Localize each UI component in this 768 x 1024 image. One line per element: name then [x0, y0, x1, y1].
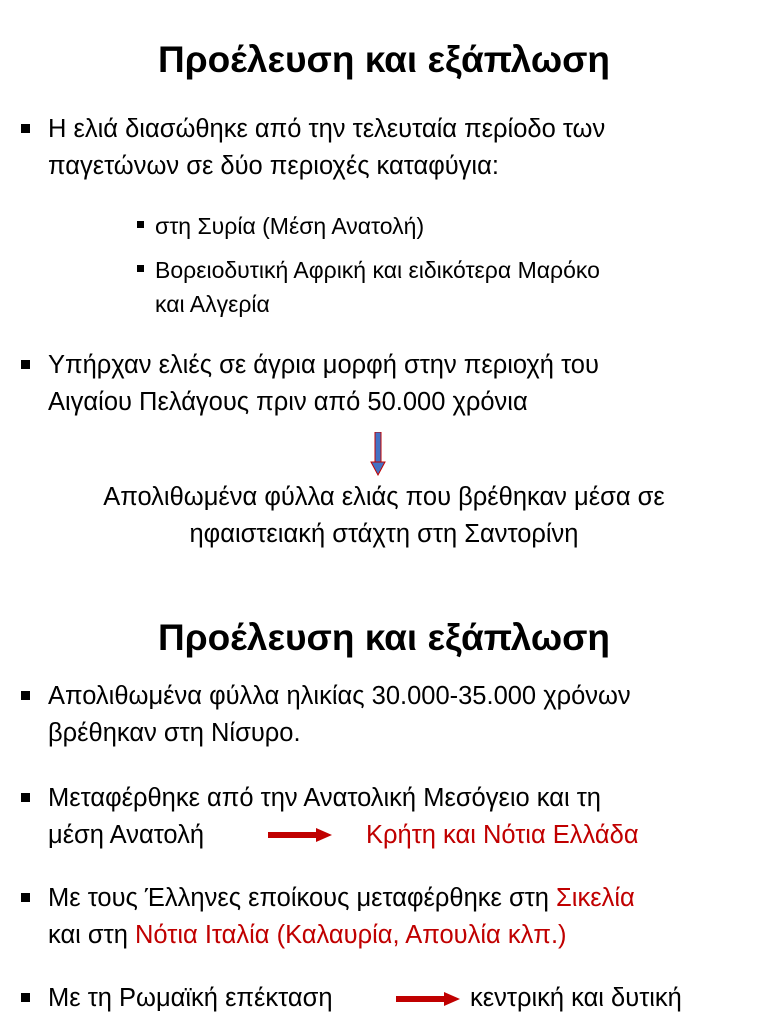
bullet-line: μέση Ανατολή — [48, 821, 205, 849]
roman-destination: κεντρική και δυτική — [470, 984, 682, 1012]
slide-2-bullet-nisyros — [48, 678, 748, 752]
conclusion-line: Απολιθωμένα φύλλα ελιάς που βρέθηκαν μέσα σε — [103, 483, 665, 511]
sub-bullet-line: και Αλγερία — [155, 291, 270, 317]
sub-bullet-syria — [155, 209, 745, 243]
slide-1-bullet-aegean — [48, 347, 748, 421]
place-sicily: Σικελία — [556, 884, 635, 912]
bullet-line: Η ελιά διασώθηκε από την τελευταία περίοδο των — [48, 115, 606, 143]
place-south-italy: Νότια Ιταλία (Καλαυρία, Απουλία κλπ.) — [135, 921, 567, 949]
destination-crete-greece: Κρήτη και Νότια Ελλάδα — [366, 821, 639, 849]
slide-2 — [0, 580, 768, 1024]
arrow-down-icon — [370, 432, 386, 476]
bullet-line — [48, 880, 748, 917]
slide-1-conclusion — [0, 479, 768, 553]
bullet-line — [48, 917, 748, 954]
arrow-right-icon — [396, 992, 460, 1006]
text-prefix: Με τους Έλληνες εποίκους μεταφέρθηκε στη — [48, 884, 557, 912]
bullet-line: Μεταφέρθηκε από την Ανατολική Μεσόγειο και τη — [48, 784, 601, 812]
bullet-line: Αιγαίου Πελάγους πριν από 50.000 χρόνια — [48, 388, 528, 416]
conclusion-line: ηφαιστειακή στάχτη στη Σαντορίνη — [189, 520, 579, 548]
slide-1-bullet-refuge — [48, 111, 748, 185]
bullet-line: Απολιθωμένα φύλλα ηλικίας 30.000-35.000 χρόνων — [48, 682, 631, 710]
slide-2-title: Προέλευση και εξάπλωση — [157, 617, 611, 658]
text-prefix: και στη — [48, 921, 136, 949]
bullet-line: Υπήρχαν ελιές σε άγρια μορφή στην περιοχή του — [48, 351, 599, 379]
sub-bullet-north-africa — [155, 253, 745, 321]
slide-2-bullet-sicily — [48, 880, 748, 954]
sub-bullet-line: Βορειοδυτική Αφρική και ειδικότερα Μαρόκο — [155, 257, 600, 283]
slide-1-title: Προέλευση και εξάπλωση — [157, 39, 611, 80]
text-prefix: Με τη Ρωμαϊκή επέκταση — [48, 984, 333, 1012]
arrow-right-icon — [268, 828, 332, 842]
sub-bullet-text: στη Συρία (Μέση Ανατολή) — [155, 213, 425, 239]
bullet-line: βρέθηκαν στη Νίσυρο. — [48, 719, 301, 747]
bullet-line: παγετώνων σε δύο περιοχές καταφύγια: — [48, 152, 499, 180]
